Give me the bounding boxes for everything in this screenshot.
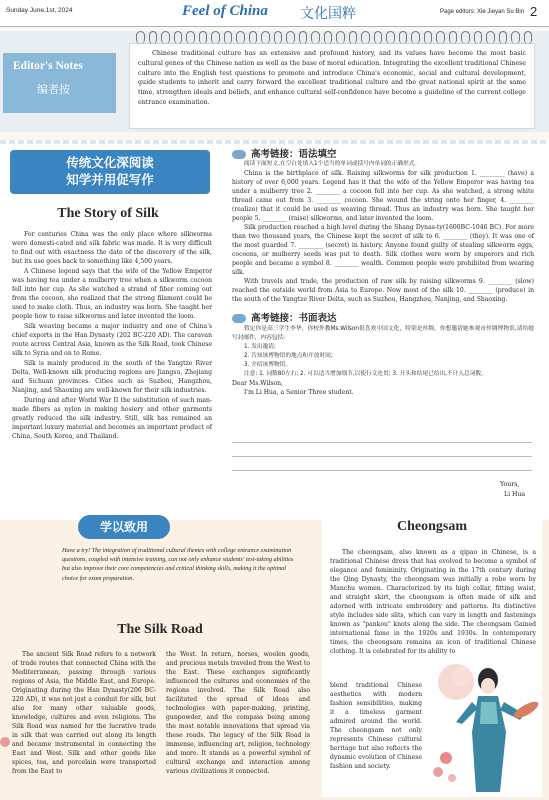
silk-road-column-2 bbox=[166, 650, 310, 776]
section-banner bbox=[10, 150, 210, 194]
editors-notes-label-en: Editor's Notes bbox=[13, 60, 83, 72]
writing-prompt: 假定你是高三学生李华，你校外教Ms.Wilson很喜欢中国文化，特别是丝绸，你想邀请她参观市丝绸博物馆,请给她写封邮件，内容包括: bbox=[232, 326, 534, 341]
writing-heading-text: 高考链接：书面表达 bbox=[251, 313, 337, 324]
story-of-silk-body bbox=[12, 230, 212, 442]
bird-icon bbox=[232, 314, 246, 323]
letter-closing: Yours, bbox=[500, 481, 520, 488]
flower-decoration-icon bbox=[0, 722, 10, 792]
cheongsam-text-narrow: blend traditional Chinese aesthetics with modern fashion sensibilities, making it a timeless garment admired around the world. The cheongsam not only represents Chinese cultural heritage but also reflects the dynamic evolution of Chinese fashion and society. bbox=[330, 682, 422, 770]
learn-and-use-text: Have a try! The integration of traditional cultural themes with college entrance examination questions, coupled with intensive training, can not only enhance students' test-taking abilities but also improve their core competencies and critical thinking skills, making it the optimal choice for exam preparation. bbox=[62, 547, 294, 582]
story-paragraph: Silk weaving became a major industry and one of China's chief exports in the Han Dynasty (202 BC-220 AD). The caravan route across Central Asia, known as the Silk Road, took Chinese silk to Syria and on to Rome. bbox=[12, 323, 212, 357]
writing-line bbox=[232, 456, 532, 457]
editors-notes-box bbox=[129, 43, 535, 129]
grammar-exercise bbox=[232, 160, 534, 304]
grammar-heading-text: 高考链接：语法填空 bbox=[251, 149, 337, 160]
cheongsam-text: The cheongsam, also known as a qipao in Chinese, is a traditional Chinese dress that has evolved to become a symbol of elegance and femininity. Originating in the 17th century during the Qing Dynasty, the cheongsam was initially a robe worn by Manchu women. Characterized by its high collar, fitting waist, and straight skirt, the cheongsam is often made of silk and adorned with intricate embroidery and patterns. Its distinctive style includes side slits, which can vary in length and fastenings known as "pankou" knots along the side. The cheongsam Gained international fame in the 1920s and 1930s. In contemporary times, the cheongsam remains an icon of traditional Chinese clothing. It is celebrated for its ability to bbox=[330, 549, 536, 655]
letter-signature: Li Hua bbox=[504, 491, 526, 498]
bird-icon bbox=[232, 150, 246, 159]
silk-road-title: The Silk Road bbox=[117, 622, 203, 637]
grammar-instruction: 阅读下面短文,在空白处填入1个适当的单词或括号内单词的正确形式。 bbox=[244, 161, 421, 167]
story-paragraph: For centuries China was the only place where silkworms were domesti-cated and silk fabric was made. It is very difficult to find out with exactness the date of the discovery of the silk, but its use goes back to something like 4,500 years. bbox=[12, 231, 212, 265]
writing-notes: 注意: 1. 词数80左右; 2. 可以适当增加细节,以使行文连贯; 3. 开头和结尾已给出,不计入总词数。 bbox=[244, 371, 487, 377]
section-stripe bbox=[0, 140, 549, 144]
editors-notes-tag bbox=[3, 53, 116, 113]
banner-line-1: 传统文化深阅读 bbox=[66, 155, 154, 170]
banner-line-2: 知学并用促写作 bbox=[66, 172, 154, 187]
silk-road-column-1 bbox=[12, 650, 156, 776]
notebook-rings-decoration bbox=[136, 31, 532, 48]
story-paragraph: A Chinese legend says that the wife of the Yellow Emperor was having tea under a mulberry tree when a silkworm cocoon fell into her cup. As she watched a strand of fiber coming out from the cocoon, she realized that the strong filament could be used to make cloth. Thus, an industry was born. She taught her people how to raise silkworms and later invented the loom. bbox=[12, 268, 212, 320]
cheongsam-body-narrow bbox=[330, 681, 422, 771]
writing-task bbox=[232, 325, 534, 397]
learn-and-use-label: 学以致用 bbox=[78, 515, 170, 539]
writing-point: 2. 告知该博物馆的地点和开放时间; bbox=[244, 353, 333, 359]
grammar-paragraph: With travels and trade, the production of raw silk by raising silkworms 9. ________ (slow) reached the outside world from Asia to Europe. Now most of the silk 10. ________ (produce) in the south of the Yangtze River Delta, such as Suzhou, Hangzhou, Nanjing, and Shaoxing. bbox=[232, 278, 534, 303]
writing-line bbox=[232, 442, 532, 443]
writing-point: 1. 发出邀请; bbox=[244, 344, 276, 350]
story-paragraph: During and after World War II the substitution of such man-made fibers as nylon in making hosiery and other garments greatly reduced the silk industry. Still, silk has remained an important luxury material and becomes an important product of China, South Korea, and Thailand. bbox=[12, 397, 212, 440]
editors-notes-label-zh: 编者按 bbox=[37, 83, 70, 96]
page-editors: Page editors: Xie Jieyan Su Bin bbox=[440, 9, 525, 15]
writing-heading bbox=[232, 310, 337, 324]
grammar-paragraph: Silk production reached a high level during the Shang Dynas-ty(1600BC-1046 BC). For more than two thousand years, the Chinese kept the secret of silk to 6. ________ (they). It was one of the most guarded 7. ________ (secret) in history. Anyone found guilty of stealing silkworm eggs, cocoons, or mulberry seeds was put to death. Silk clothes were worn by emperors and rich people and became a symbol 8. ________ wealth. Common people were prohibited from wearing silk. bbox=[232, 224, 534, 276]
writing-line bbox=[232, 470, 532, 471]
silk-road-text: the West. In return, horses, woolen goods, and precious metals traveled from the West to the East. These exchanges significantly influenced the cultures and economies of the regions involved. The Silk Road also facilitated the spread of ideas and technologies with paper-making, printing, gunpowder, and the compass being among the most notable innovations that spread via these roads. The legacy of the Silk Road is immense, influencing art, religion, technology and more. It stands as a powerful symbol of cultural exchange and interaction among various civilizations it connected. bbox=[166, 651, 310, 775]
letter-salutation: Dear Ms.Wilson, bbox=[232, 380, 283, 387]
cheongsam-lady-illustration bbox=[426, 662, 542, 796]
grammar-heading bbox=[232, 146, 337, 160]
story-paragraph: Silk is mainly produced in the south of the Yangtze River Delta, Well-known silk producing regions are Jiangsu, Zhejiang and Sichuan provinces. Cities such as Suzhou, Hangzhou, Nanjing, and Shaoxing are well-known for their silk industries. bbox=[12, 360, 212, 394]
story-of-silk-title: The Story of Silk bbox=[57, 206, 159, 221]
issue-date: Sunday June.1st, 2024 bbox=[6, 7, 73, 14]
editors-notes-section bbox=[0, 31, 549, 132]
cheongsam-body bbox=[330, 548, 536, 656]
column-title: 文化国粹 bbox=[300, 6, 356, 22]
cheongsam-title: Cheongsam bbox=[396, 519, 467, 534]
editors-notes-text: Chinese traditional culture has an extensive and profound history, and its values have become the most basic cultural genes of the Chinese nation as well as the base of moral education. Integrating the excellent traditional Chinese culture into the English test questions to promote and introduce China's economic, social and cultural development, guide students to inherit and carry forward the excellent traditional culture and the great national spirit at the same time, strengthen ideals and beliefs, and enhance cultural self-confidence have become a guideline of the current college entrance examination. bbox=[138, 50, 526, 106]
newspaper-brand: Feel of China bbox=[182, 3, 268, 19]
page-header bbox=[0, 0, 549, 27]
letter-opening: I'm Li Hua, a Senior Three student. bbox=[244, 389, 354, 396]
grammar-paragraph: China is the birthplace of silk. Raising silkworms for silk production 1. ________ (have) a history of over 6,000 years. Legend has it that the wife of the Yellow Emperor was having tea under a mulberry tree 2. ________ a cocoon fell into her cup. As she watched, a strong white thread came out from 3. ________ cocoon. She wound the string onto her finger, 4. ________ (realize) that it could be used as weaving thread. Thus an industry was born. She taught her people 5. ________ (raise) silkworms, and later invented the loom. bbox=[232, 170, 534, 222]
page-number: 2 bbox=[530, 4, 538, 19]
writing-point: 3. 介绍该博物馆。 bbox=[244, 362, 292, 368]
silk-road-text: The ancient Silk Road refers to a network of trade routes that connected China with the Mediterranean, passing through various regions of Asia, the Middle East, and Europe. Originating during the Han Dynasty(206 BC- 220 AD), it was not just a conduit for silk, but also for many other valuable goods, knowledge, cultures and even religions. The Silk Road was named for the lucrative trade in silk that was carried out along its length and became instrumental in connecting the East and West. Silk and other goods like spices, tea, and porcelain were transported from the East to bbox=[12, 651, 156, 775]
